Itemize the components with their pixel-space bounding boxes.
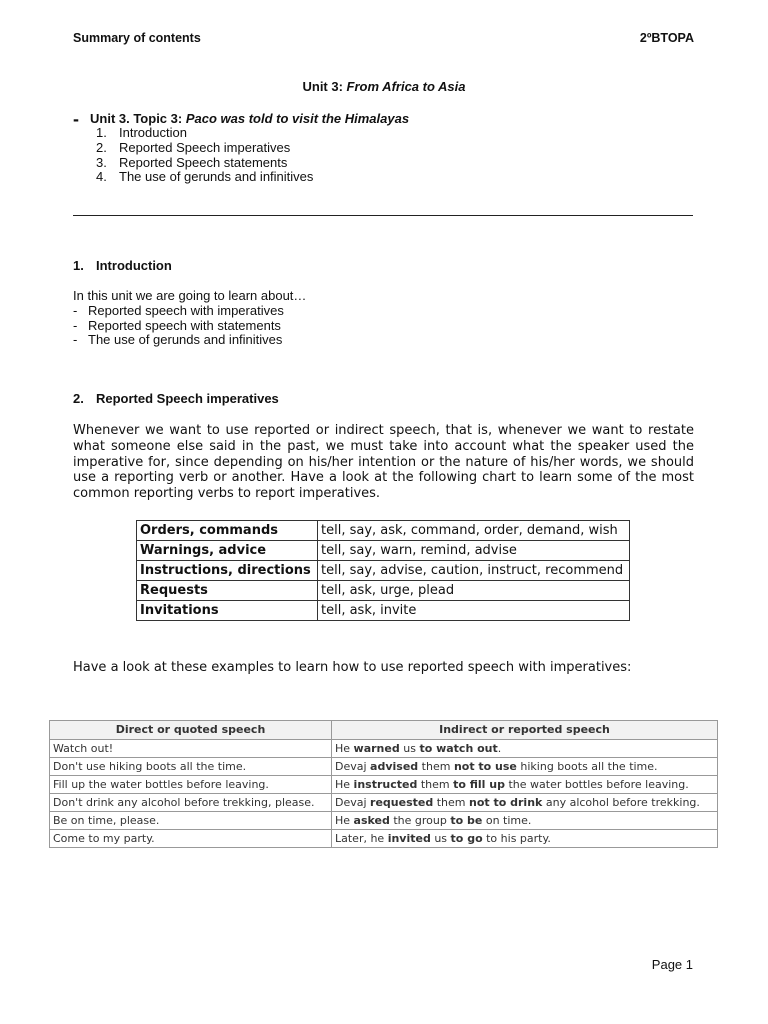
direct-speech-cell: Come to my party. xyxy=(50,830,332,848)
section-title: Introduction xyxy=(96,258,172,273)
verb-category: Orders, commands xyxy=(137,521,318,541)
intro-lead: In this unit we are going to learn about… xyxy=(73,288,307,303)
indirect-speech-cell xyxy=(332,830,718,848)
list-item xyxy=(73,333,306,348)
reporting-verb-highlight: to go xyxy=(450,832,483,845)
topic-title: Paco was told to visit the Himalayas xyxy=(185,111,410,126)
table-row xyxy=(50,740,718,758)
indirect-text: them xyxy=(433,796,470,809)
direct-speech-cell: Be on time, please. xyxy=(50,812,332,830)
header-title: Summary of contents xyxy=(73,31,201,45)
indirect-text: . xyxy=(497,742,502,755)
list-item xyxy=(96,126,313,141)
indirect-text: to his party. xyxy=(482,832,551,845)
direct-speech-cell: Don't use hiking boots all the time. xyxy=(50,758,332,776)
unit-name: From Africa to Asia xyxy=(346,79,466,94)
table-row xyxy=(137,561,630,581)
topic-dash: - xyxy=(73,109,79,129)
reported-speech-paragraph xyxy=(73,423,694,502)
verb-category: Requests xyxy=(137,581,318,601)
reporting-verb-highlight: requested xyxy=(370,796,434,809)
verb-list: tell, ask, invite xyxy=(318,601,630,621)
list-label: Reported speech with imperatives xyxy=(88,302,284,318)
indirect-text: the water bottles before leaving. xyxy=(504,778,689,791)
list-label: The use of gerunds and infinitives xyxy=(119,169,314,185)
topic-contents-list xyxy=(96,126,313,185)
indirect-text: He xyxy=(335,814,354,827)
section-title: Reported Speech imperatives xyxy=(96,391,279,406)
verb-list: tell, say, warn, remind, advise xyxy=(318,541,630,561)
table-row xyxy=(50,812,718,830)
section-number: 1. xyxy=(73,258,84,273)
reporting-verb-highlight: to be xyxy=(450,814,483,827)
indirect-text: He xyxy=(335,778,354,791)
bullet-dash: - xyxy=(73,317,78,333)
indirect-speech-cell xyxy=(332,776,718,794)
list-label: Reported Speech statements xyxy=(119,154,288,170)
section-heading-introduction xyxy=(73,258,172,273)
table-row xyxy=(50,758,718,776)
reporting-verb-highlight: to watch out xyxy=(419,742,498,755)
indirect-text: them xyxy=(418,760,454,773)
indirect-text: any alcohol before trekking. xyxy=(542,796,700,809)
indirect-text: Devaj xyxy=(335,796,371,809)
topic-prefix: Unit 3. Topic 3: xyxy=(90,111,186,126)
table-row xyxy=(137,521,630,541)
examples-table xyxy=(49,720,718,848)
verb-list: tell, say, advise, caution, instruct, recommend xyxy=(318,561,630,581)
table-row xyxy=(50,794,718,812)
table-row xyxy=(137,601,630,621)
indirect-speech-cell xyxy=(332,794,718,812)
indirect-speech-cell xyxy=(332,812,718,830)
column-header-indirect: Indirect or reported speech xyxy=(332,721,718,740)
table-row xyxy=(50,830,718,848)
indirect-text: He xyxy=(335,742,354,755)
table-row xyxy=(50,776,718,794)
verb-category: Warnings, advice xyxy=(137,541,318,561)
column-header-direct: Direct or quoted speech xyxy=(50,721,332,740)
list-label: Reported Speech imperatives xyxy=(119,139,291,155)
table-row xyxy=(137,581,630,601)
list-item xyxy=(73,304,306,319)
reporting-verb-highlight: asked xyxy=(353,814,390,827)
reporting-verb-highlight: invited xyxy=(387,832,431,845)
list-item xyxy=(96,141,313,156)
verb-list: tell, say, ask, command, order, demand, wish xyxy=(318,521,630,541)
list-number: 2. xyxy=(96,139,107,155)
indirect-speech-cell xyxy=(332,758,718,776)
indirect-text: them xyxy=(417,778,454,791)
verb-list: tell, ask, urge, plead xyxy=(318,581,630,601)
unit-title xyxy=(0,79,768,94)
reporting-verb-highlight: advised xyxy=(370,760,419,773)
indirect-text: Devaj xyxy=(335,760,371,773)
direct-speech-cell: Fill up the water bottles before leaving. xyxy=(50,776,332,794)
list-item xyxy=(96,170,313,185)
indirect-text: Later, he xyxy=(335,832,388,845)
paragraph-text: Whenever we want to use reported or indirect speech, that is, whenever we want to restate what someone else said in the past, we must take into account what the speaker used the imperative for, since depending on his/her intention or the nature of his/her words, we should use a reporting verb or another. Have a look at the following chart to learn some of the most common reporting verbs to report imperatives. xyxy=(73,423,694,502)
indirect-text: on time. xyxy=(482,814,532,827)
list-label: The use of gerunds and infinitives xyxy=(88,332,283,348)
list-number: 3. xyxy=(96,154,107,170)
reporting-verb-highlight: not to use xyxy=(453,760,517,773)
examples-intro: Have a look at these examples to learn how to use reported speech with imperatives: xyxy=(73,660,632,675)
direct-speech-cell: Don't drink any alcohol before trekking, please. xyxy=(50,794,332,812)
indirect-text: us xyxy=(399,742,420,755)
verb-category: Invitations xyxy=(137,601,318,621)
reporting-verb-highlight: to fill up xyxy=(453,778,505,791)
reporting-verbs-table xyxy=(136,520,630,621)
header-course: 2ºBTOPA xyxy=(639,31,694,45)
direct-speech-cell: Watch out! xyxy=(50,740,332,758)
indirect-text: hiking boots all the time. xyxy=(516,760,658,773)
reporting-verb-highlight: not to drink xyxy=(469,796,543,809)
indirect-text: the group xyxy=(389,814,451,827)
table-header-row xyxy=(50,721,718,740)
list-number: 4. xyxy=(96,169,107,185)
indirect-text: us xyxy=(430,832,451,845)
page-number: Page 1 xyxy=(651,957,693,972)
section-number: 2. xyxy=(73,391,84,406)
list-item xyxy=(96,156,313,171)
section-heading-reported-speech xyxy=(73,391,279,406)
indirect-speech-cell xyxy=(332,740,718,758)
list-label: Introduction xyxy=(119,125,187,140)
section-divider xyxy=(73,215,693,216)
list-number: 1. xyxy=(96,125,107,140)
table-row xyxy=(137,541,630,561)
verb-category: Instructions, directions xyxy=(137,561,318,581)
reporting-verb-highlight: warned xyxy=(353,742,400,755)
reporting-verb-highlight: instructed xyxy=(353,778,418,791)
bullet-dash: - xyxy=(73,302,78,318)
unit-prefix: Unit 3: xyxy=(302,79,347,94)
bullet-dash: - xyxy=(73,332,78,348)
list-item xyxy=(73,319,306,334)
list-label: Reported speech with statements xyxy=(88,317,281,333)
introduction-text xyxy=(73,289,306,348)
